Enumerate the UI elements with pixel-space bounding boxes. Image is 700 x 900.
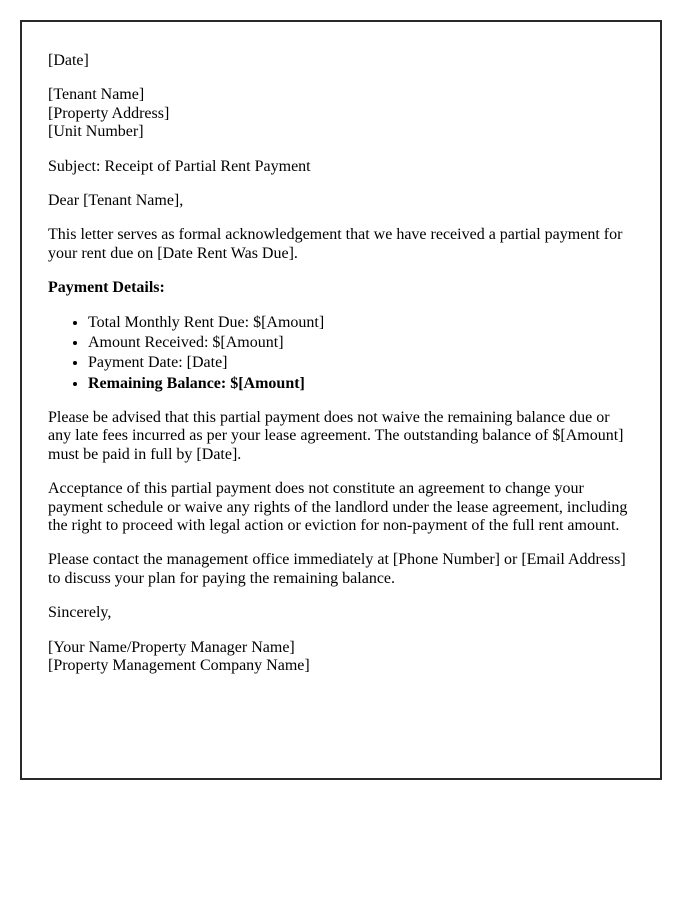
payment-detail-item-remaining-balance (88, 375, 632, 393)
signature-block (48, 639, 632, 676)
recipient-block (48, 86, 632, 141)
balance-notice-paragraph: Please be advised that this partial payment does not waive the remaining balance due or any late fees incurred as per your lease agreement. The outstanding balance of $[Amount] must be paid in full by [Date]. (48, 409, 624, 463)
letter-page (20, 20, 662, 780)
remaining-balance-text: Remaining Balance: $[Amount] (88, 374, 305, 392)
payment-detail-item-amount-received: • Amount Received: $[Amount] (88, 334, 632, 352)
payment-detail-item-total-rent: • Total Monthly Rent Due: $[Amount] (88, 314, 632, 332)
recipient-name-line: [Tenant Name] (48, 86, 145, 104)
salutation-line: Dear [Tenant Name], (48, 191, 184, 209)
payment-details-list (48, 314, 632, 394)
intro-paragraph: This letter serves as formal acknowledgement that we have received a partial payment for your rent due on [Date Rent Was Due]. (48, 226, 623, 262)
payment-detail-item-payment-date: • Payment Date: [Date] (88, 354, 632, 372)
recipient-unit-line: [Unit Number] (48, 123, 144, 141)
recipient-address-line: [Property Address] (48, 104, 170, 122)
terms-notice-paragraph: Acceptance of this partial payment does not constitute an agreement to change your payment schedule or waive any rights of the landlord under the lease agreement, including the right to proceed with legal action or eviction for non-payment of the full rent amount. (48, 480, 628, 535)
signature-company-line: [Property Management Company Name] (48, 656, 310, 674)
date-line: [Date] (48, 52, 89, 69)
payment-details-heading: Payment Details: (48, 279, 165, 297)
subject-line: Subject: Receipt of Partial Rent Payment (48, 157, 311, 175)
closing-line: Sincerely, (48, 604, 112, 622)
contact-notice-paragraph: Please contact the management office immediately at [Phone Number] or [Email Address] to discuss your plan for paying the remaining balance. (48, 551, 626, 587)
signature-name-line: [Your Name/Property Manager Name] (48, 638, 295, 656)
